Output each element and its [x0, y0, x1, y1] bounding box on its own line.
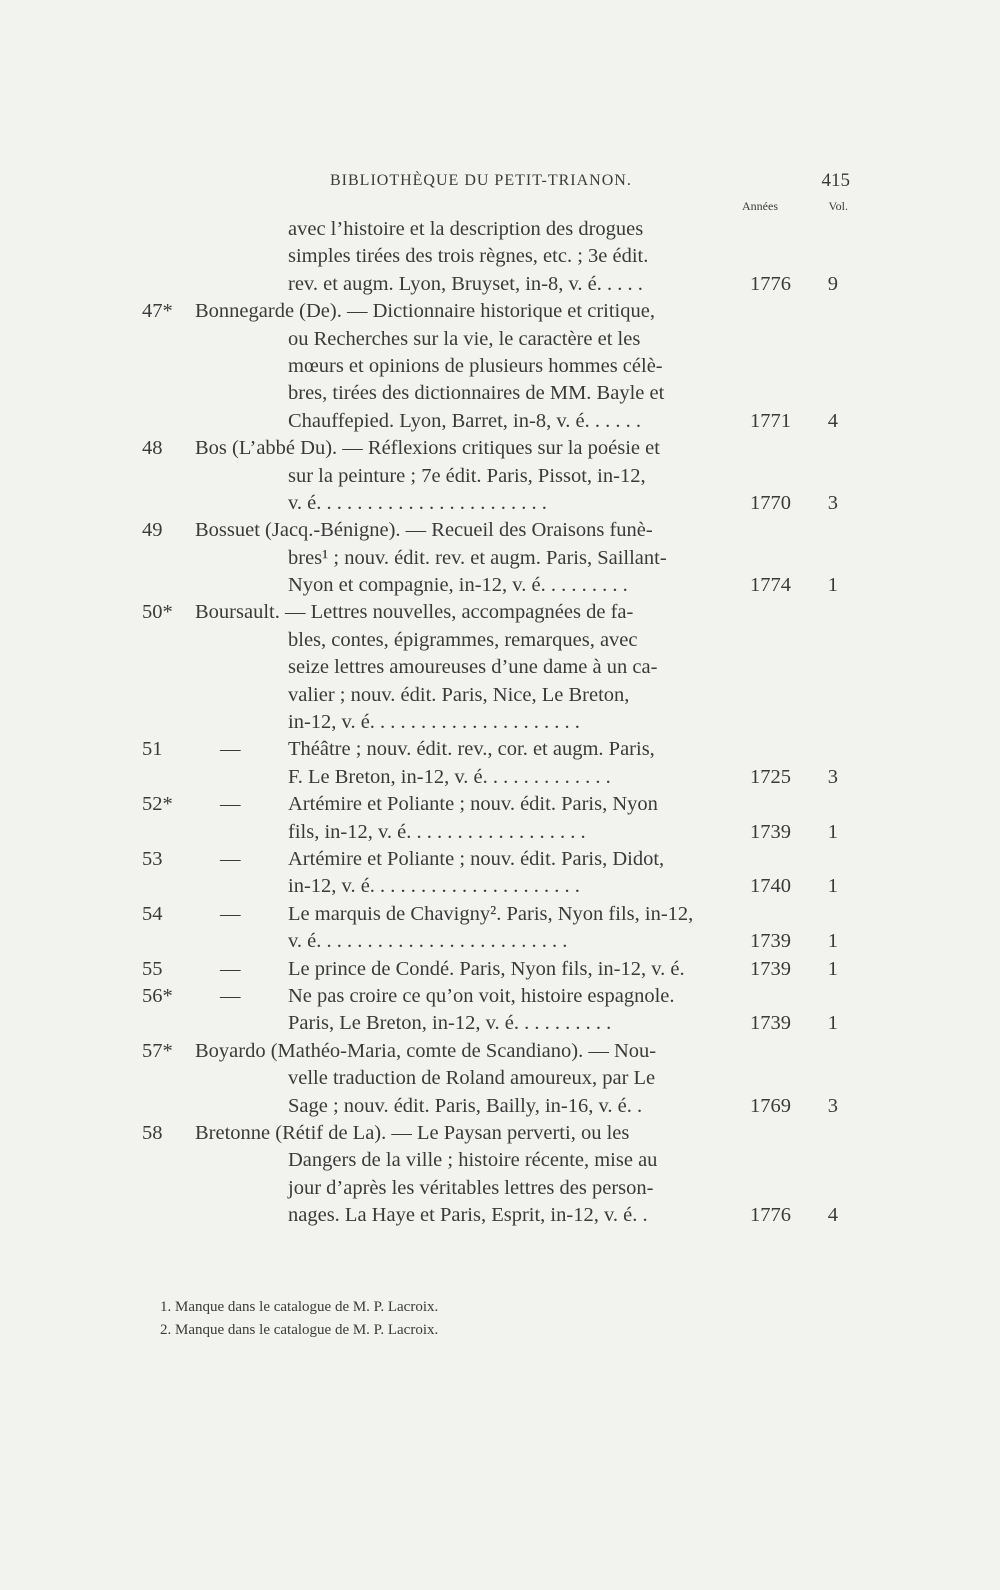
entry-number: 57* [142, 1039, 173, 1062]
entry-text: rev. et augm. Lyon, Bruyset, in-8, v. é. . . . . [288, 272, 643, 295]
entry-volumes: 1 [827, 1012, 838, 1035]
entry-year: 1770 [750, 491, 791, 514]
catalogue-line [140, 380, 850, 407]
entry-year: 1740 [750, 875, 791, 898]
catalogue-line [140, 901, 850, 928]
entry-year: 1776 [750, 1204, 791, 1227]
catalogue-line [140, 1010, 850, 1037]
entry-number: 49 [142, 519, 163, 542]
entry-number: 51 [142, 738, 163, 761]
catalogue-line [140, 1147, 850, 1174]
catalogue-line [140, 435, 850, 462]
catalogue-line [140, 243, 850, 270]
catalogue-line [140, 1038, 850, 1065]
entry-volumes: 9 [827, 272, 838, 295]
catalogue-line [140, 545, 850, 572]
entry-text: Sage ; nouv. édit. Paris, Bailly, in-16, v. é. . [288, 1094, 643, 1117]
catalogue-line [140, 682, 850, 709]
catalogue-line [140, 599, 850, 626]
entry-volumes: 1 [827, 574, 838, 597]
column-annees: Années [742, 199, 778, 213]
catalogue-line [140, 791, 850, 818]
entry-number: 47* [142, 300, 173, 323]
entry-text: nages. La Haye et Paris, Esprit, in-12, v. é. . [288, 1204, 648, 1227]
entry-text: sur la peinture ; 7e édit. Paris, Pissot, in-12, [288, 464, 646, 487]
entry-year: 1739 [750, 930, 791, 953]
column-headings [140, 199, 850, 217]
ditto-dash: — [220, 847, 241, 870]
entry-text: bres, tirées des dictionnaires de MM. Bayle et [288, 382, 665, 405]
catalogue-line [140, 654, 850, 681]
catalogue-line [140, 490, 850, 517]
ditto-dash: — [220, 902, 241, 925]
entry-text: velle traduction de Roland amoureux, par Le [288, 1067, 656, 1090]
entry-number: 58 [142, 1121, 163, 1144]
entry-text: v. é. . . . . . . . . . . . . . . . . . . . . . . [288, 491, 547, 514]
entry-year: 1725 [750, 765, 791, 788]
entry-volumes: 1 [827, 820, 838, 843]
ditto-dash: — [220, 738, 241, 761]
entry-volumes: 3 [827, 1094, 838, 1117]
catalogue-line [140, 463, 850, 490]
entry-text: Le marquis de Chavigny². Paris, Nyon fils, in-12, [288, 902, 694, 925]
catalogue-line [140, 326, 850, 353]
footnote: 2. Manque dans le catalogue de M. P. Lacroix. [160, 1322, 439, 1338]
catalogue-line [140, 819, 850, 846]
entry-text: jour d’après les véritables lettres des person- [288, 1176, 654, 1199]
catalogue-line [140, 1065, 850, 1092]
entry-number: 56* [142, 984, 173, 1007]
entry-text: in-12, v. é. . . . . . . . . . . . . . . . . . . . . [288, 711, 580, 734]
catalogue-line [140, 764, 850, 791]
entry-text: F. Le Breton, in-12, v. é. . . . . . . . . . . . . [288, 765, 611, 788]
entry-text: Nyon et compagnie, in-12, v. é. . . . . . . . . [288, 574, 628, 597]
entry-year: 1769 [750, 1094, 791, 1117]
footnotes [160, 1296, 860, 1342]
catalogue-line [140, 736, 850, 763]
catalogue-line [140, 956, 850, 983]
entry-text: avec l’histoire et la description des drogues [288, 218, 644, 240]
catalogue-line [140, 1093, 850, 1120]
catalogue-line [140, 846, 850, 873]
catalogue-line [140, 572, 850, 599]
catalogue-line [140, 1120, 850, 1147]
entry-volumes: 1 [827, 930, 838, 953]
entry-number: 50* [142, 601, 173, 624]
catalogue-line [140, 517, 850, 544]
entry-number: 55 [142, 957, 163, 980]
entry-text: Artémire et Poliante ; nouv. édit. Paris, Nyon [288, 793, 658, 816]
ditto-dash: — [220, 957, 241, 980]
entry-year: 1774 [750, 574, 791, 597]
entry-text: Boyardo (Mathéo-Maria, comte de Scandiano). — Nou- [195, 1039, 657, 1062]
entry-text: Bos (L’abbé Du). — Réflexions critiques sur la poésie et [195, 437, 660, 460]
entry-text: bles, contes, épigrammes, remarques, avec [288, 628, 638, 651]
entry-year: 1771 [750, 409, 791, 432]
entry-text: Ne pas croire ce qu’on voit, histoire espagnole. [288, 984, 675, 1007]
entry-volumes: 1 [827, 875, 838, 898]
entry-text: Bonnegarde (De). — Dictionnaire historique et critique, [195, 300, 655, 323]
running-title: BIBLIOTHÈQUE DU PETIT-TRIANON. [330, 172, 632, 189]
entry-text: fils, in-12, v. é. . . . . . . . . . . . . . . . . . [288, 820, 586, 843]
entry-text: Chauffepied. Lyon, Barret, in-8, v. é. . . . . . [288, 409, 641, 432]
entry-volumes: 3 [827, 491, 838, 514]
entry-text: in-12, v. é. . . . . . . . . . . . . . . . . . . . . [288, 875, 580, 898]
entry-text: Dangers de la ville ; histoire récente, mise au [288, 1149, 658, 1172]
entry-text: Bossuet (Jacq.-Bénigne). — Recueil des Oraisons funè- [195, 519, 653, 542]
catalogue-line [140, 873, 850, 900]
ditto-dash: — [220, 793, 241, 816]
catalogue-entries [140, 216, 850, 1229]
entry-text: valier ; nouv. édit. Paris, Nice, Le Breton, [288, 683, 630, 706]
entry-text: Bretonne (Rétif de La). — Le Paysan perverti, ou les [195, 1121, 630, 1144]
catalogue-line [140, 983, 850, 1010]
entry-number: 48 [142, 437, 163, 460]
entry-year: 1776 [750, 272, 791, 295]
entry-text: Artémire et Poliante ; nouv. édit. Paris, Didot, [288, 847, 665, 870]
entry-text: Paris, Le Breton, in-12, v. é. . . . . . . . . . [288, 1012, 612, 1035]
entry-text: mœurs et opinions de plusieurs hommes célè- [288, 354, 663, 377]
entry-number: 54 [142, 902, 163, 925]
entry-volumes: 3 [827, 765, 838, 788]
catalogue-line [140, 1175, 850, 1202]
entry-text: v. é. . . . . . . . . . . . . . . . . . . . . . . . . [288, 930, 568, 953]
catalogue-line [140, 709, 850, 736]
entry-number: 52* [142, 793, 173, 816]
page-header [140, 172, 850, 202]
catalogue-line [140, 271, 850, 298]
footnote: 1. Manque dans le catalogue de M. P. Lacroix. [160, 1299, 439, 1315]
catalogue-line [140, 928, 850, 955]
entry-year: 1739 [750, 820, 791, 843]
entry-text: seize lettres amoureuses d’une dame à un ca- [288, 656, 658, 679]
catalogue-line [140, 216, 850, 243]
entry-year: 1739 [750, 1012, 791, 1035]
entry-number: 53 [142, 847, 163, 870]
entry-volumes: 1 [827, 957, 838, 980]
entry-volumes: 4 [827, 409, 838, 432]
entry-text: Théâtre ; nouv. édit. rev., cor. et augm. Paris, [288, 738, 655, 761]
entry-text: Boursault. — Lettres nouvelles, accompagnées de fa- [195, 601, 634, 624]
catalogue-line [140, 353, 850, 380]
entry-year: 1739 [750, 957, 791, 980]
catalogue-line [140, 298, 850, 325]
entry-text: bres¹ ; nouv. édit. rev. et augm. Paris, Saillant- [288, 546, 667, 569]
entry-volumes: 4 [827, 1204, 838, 1227]
entry-text: ou Recherches sur la vie, le caractère et les [288, 327, 641, 350]
catalogue-line [140, 408, 850, 435]
catalogue-line [140, 1202, 850, 1229]
catalogue-line [140, 627, 850, 654]
page-number: 415 [821, 170, 850, 191]
entry-text: Le prince de Condé. Paris, Nyon fils, in-12, v. é. [288, 957, 685, 980]
ditto-dash: — [220, 984, 241, 1007]
entry-text: simples tirées des trois règnes, etc. ; 3e édit. [288, 245, 649, 268]
column-vol: Vol. [828, 199, 848, 213]
